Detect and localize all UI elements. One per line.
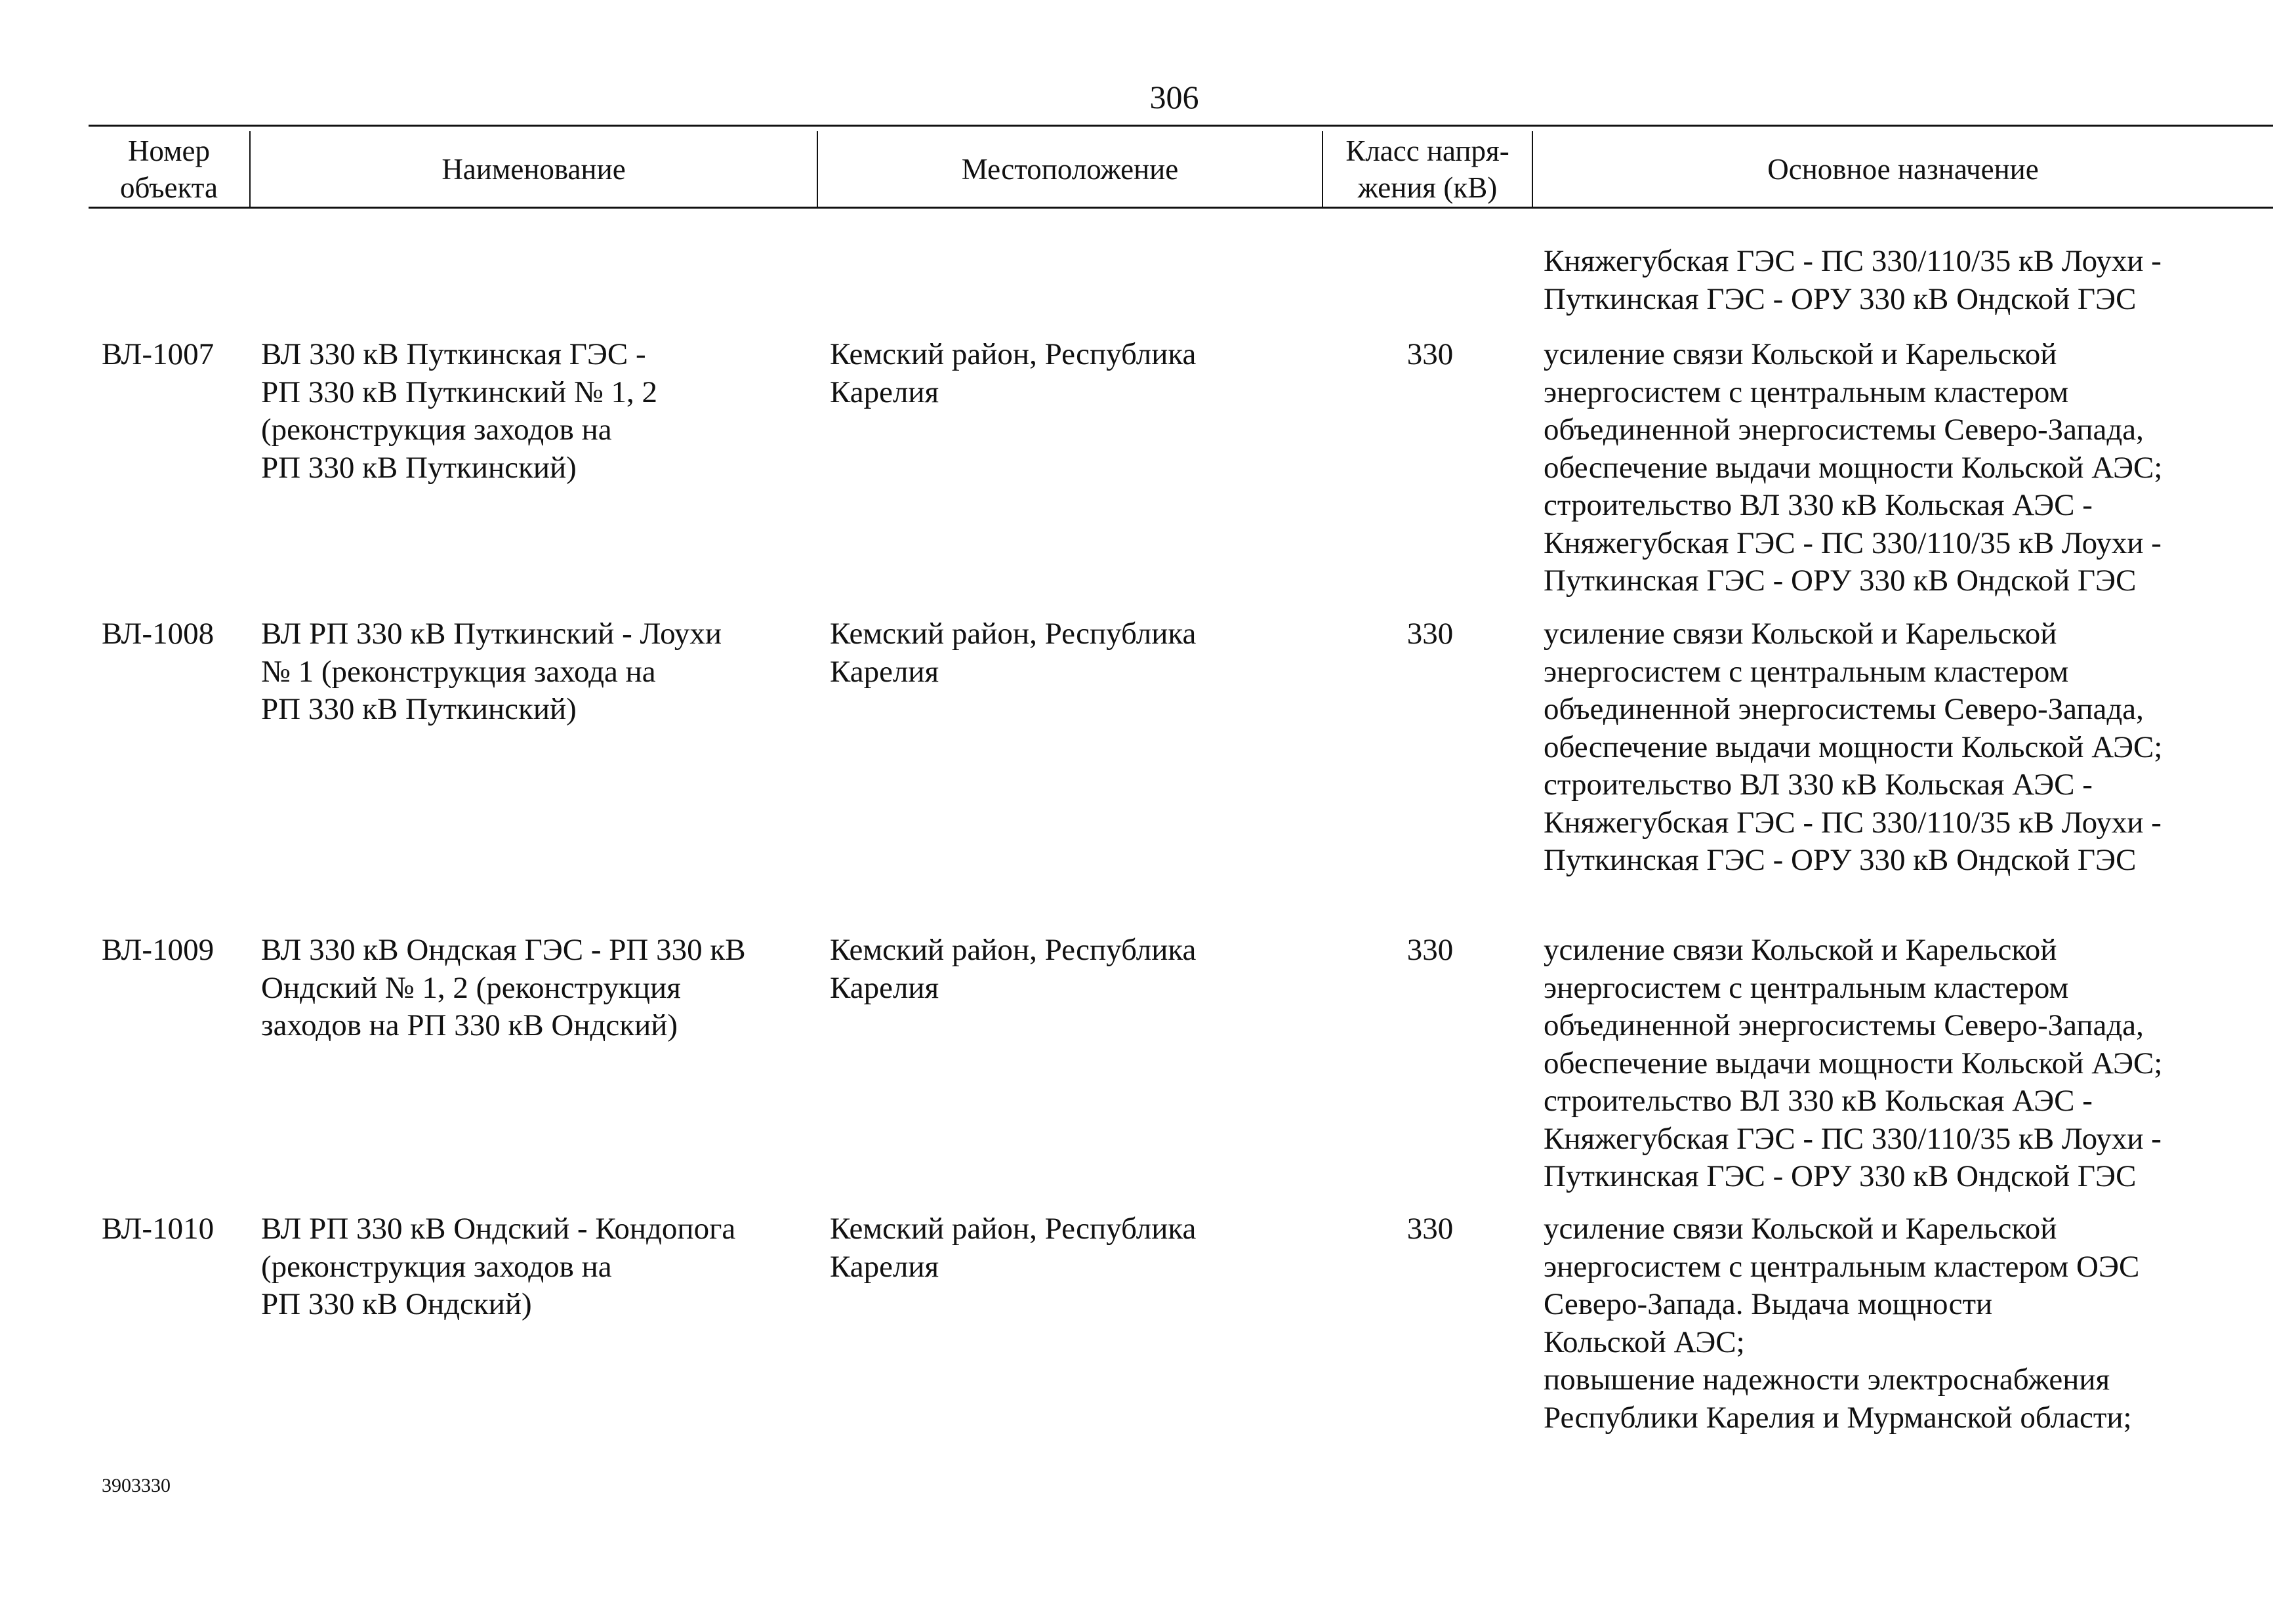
header-voltage: Класс напря- жения (кВ) — [1345, 134, 1509, 204]
row-voltage: 330 — [1406, 933, 1454, 967]
row-location: Кемский район, Республика Карелия — [830, 1212, 1197, 1284]
header-name: Наименование — [441, 152, 626, 186]
row-location: Кемский район, Республика Карелия — [830, 617, 1197, 689]
row-purpose: усиление связи Кольской и Карельской энергосистем с центральным кластером объединенной энергосистемы Северо-Запада, обеспечение выдачи мощности Кольской АЭС; строительство ВЛ 330 кВ Кольская АЭС - Княжегубская ГЭС - ПС 330/110/35 кВ Лоухи - Путкинская ГЭС - ОРУ 330 кВ Ондской ГЭС — [1544, 933, 2163, 1193]
continuation-text: Княжегубская ГЭС - ПС 330/110/35 кВ Лоухи - Путкинская ГЭС - ОРУ 330 кВ Ондской ГЭС — [1544, 244, 2162, 316]
row-voltage: 330 — [1406, 617, 1454, 651]
row-purpose: усиление связи Кольской и Карельской энергосистем с центральным кластером ОЭС Северо-Запада. Выдача мощности Кольской АЭС; повышение надежности электроснабжения Республики Карелия и Мурманской области; — [1544, 1212, 2140, 1435]
header-location: Местоположение — [961, 152, 1179, 186]
header-top-rule — [89, 125, 2273, 127]
row-location: Кемский район, Республика Карелия — [830, 337, 1197, 409]
header-purpose: Основное назначение — [1767, 152, 2039, 186]
row-voltage: 330 — [1406, 1212, 1454, 1246]
row-name: ВЛ 330 кВ Ондская ГЭС - РП 330 кВ Ондский № 1, 2 (реконструкция заходов на РП 330 кВ Ондский) — [261, 933, 746, 1042]
row-number: ВЛ-1008 — [102, 617, 215, 651]
document-code: 3903330 — [102, 1475, 171, 1496]
header-number: Номер объекта — [120, 134, 218, 204]
page-number: 306 — [1149, 79, 1199, 115]
row-number: ВЛ-1007 — [102, 337, 215, 371]
row-name: ВЛ РП 330 кВ Ондский - Кондопога (реконструкция заходов на РП 330 кВ Ондский) — [261, 1212, 736, 1321]
row-purpose: усиление связи Кольской и Карельской энергосистем с центральным кластером объединенной энергосистемы Северо-Запада, обеспечение выдачи мощности Кольской АЭС; строительство ВЛ 330 кВ Кольская АЭС - Княжегубская ГЭС - ПС 330/110/35 кВ Лоухи - Путкинская ГЭС - ОРУ 330 кВ Ондской ГЭС — [1544, 337, 2163, 598]
header-bottom-rule — [89, 207, 2273, 209]
row-name: ВЛ 330 кВ Путкинская ГЭС - РП 330 кВ Путкинский № 1, 2 (реконструкция заходов на РП 330 кВ Путкинский) — [261, 337, 657, 485]
row-name: ВЛ РП 330 кВ Путкинский - Лоухи № 1 (реконструкция захода на РП 330 кВ Путкинский) — [261, 617, 722, 726]
row-number: ВЛ-1009 — [102, 933, 215, 967]
row-number: ВЛ-1010 — [102, 1212, 215, 1246]
row-voltage: 330 — [1406, 337, 1454, 371]
row-purpose: усиление связи Кольской и Карельской энергосистем с центральным кластером объединенной энергосистемы Северо-Запада, обеспечение выдачи мощности Кольской АЭС; строительство ВЛ 330 кВ Кольская АЭС - Княжегубская ГЭС - ПС 330/110/35 кВ Лоухи - Путкинская ГЭС - ОРУ 330 кВ Ондской ГЭС — [1544, 617, 2163, 877]
row-location: Кемский район, Республика Карелия — [830, 933, 1197, 1005]
